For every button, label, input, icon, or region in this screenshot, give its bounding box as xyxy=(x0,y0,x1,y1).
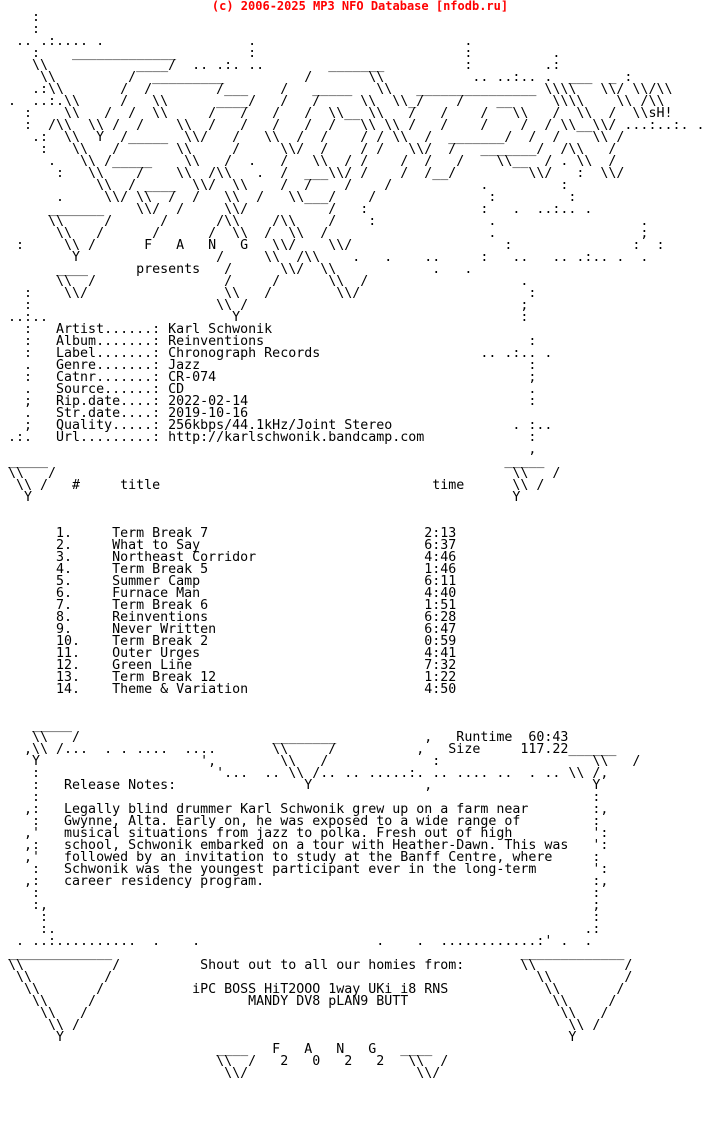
site-header-link[interactable]: (c) 2006-2025 MP3 NFO Database [nfodb.ru] xyxy=(211,0,509,13)
nfo-document-text: : : .. .:.... . . . : _____________ : : . \\ ____/ .. .:. .. _______ : .: \\ / _________ / \\ .. ..:.. . ___ _ : .:\\ / / /___ / _____ \\ _______________ \\\\ \\/ \\/\\ . ..:.\\ / \\ ____/ / / \\ \\_/ / __ \\\\ \\ /\\ : \\ / / \\ / / / / \\__ \\ / / / \\ / \\ / \\sH! : /\\ \\ / / \\ / / / / / \\ \\ / / / / / \\__\\/ ...:..:. . .: \\ Y /_____ \\/ / \\ / / / / \\ / _______/ / / \\ / : \\ / \\ / \\/ / / / \\/ / _______/ /\\ / . \\ /_____ \\ / . / \\ / / / / / \\__ / . \\ / : \\ / \\ /\\ . / ___\\/ / / /__/ \\/ : \\/ \\ / ____ \\/ \\ / / / / . : . \\/ \\ / / \\ / \\___/ / : : _______ \\/ / \\/ / : : . ..:.. . \\ / / /\\ /\\ / : . . \\ / / / \\ / \\ / . ; : \\ / F A N G \\/ \\/ : : : Y / \\ /\\ . . .. : .. .. .:.. . . ____ presents / \\/ \\ . . \\ / / / \\ / . : \\/ \\ / \\/ : : \\ / ; ..:.. Y : : Artist......: Karl Schwonik : Album.......: Reinventions : : Label.......: Chronograph Records .. .:.. . . Genre.......: Jazz : : Catnr.......: CR-074 ; . Source......: CD . ; Rip.date....: 2022-02-14 : . Str.date....: 2019-10-16 ; Quality.....: 256kbps/44.1kHz/Joint Stereo . :.. .:. Url.........: http://karlschwonik.bandcamp.com : , _____ _____ \\ / \\ / \\ / # title time \\ / Y Y 1. Term Break 7 2:13 2. What to Say 6:37 3. Northeast Corridor 4:46 4. Term Break 5 1:46 5. Summer Camp 6:11 6. Furnace Man 4:40 7. Term Break 6 1:51 8. Reinventions 6:28 9. Never Written 6:47 10. Term Break 2 0:59 11. Outer Urges 4:41 12. Green Line 7:32 13. Term Break 12 1:22 14. Theme & Variation 4:50 _____ \\ / ________ , Runtime 60:43 ,\\ /... . . .... .... \\ / , Size 117.22______ Y ', \\ / : \\ / : '... .. \\ /.. .. .....:. .. .... .. . .. \\ /, : Release Notes: Y , Y : : ,: Legally blind drummer Karl Schwonik grew up on a farm near :, : Gwynne, Alta. Early on, he was exposed to a wide range of : ,' musical situations from jazz to polka. Fresh out of high ': ,: school, Schwonik embarked on a tour with Heather-Dawn. This was ': ,' followed by an invitation to study at the Banff Centre, where : : Schwonik was the youngest participant ever in the long-term ': ,: career residency program. :, : : :, ; : : :. .: . ..:.......... . . . . ............:' . . _____________ _____________ \\ / Shout out to all our homies from: \\ / \\ / \\ / \\ / iPC BOSS HiT2OOO 1way UKi i8 RNS \\ / \\ / MANDY DV8 pLAN9 BUTT \\ / \\ / \\ / \\ / \\ / Y Y ____ F A N G ____ \\ / 2 0 2 2 \\ / \\/ \\/ xyxy=(8,10,705,1081)
